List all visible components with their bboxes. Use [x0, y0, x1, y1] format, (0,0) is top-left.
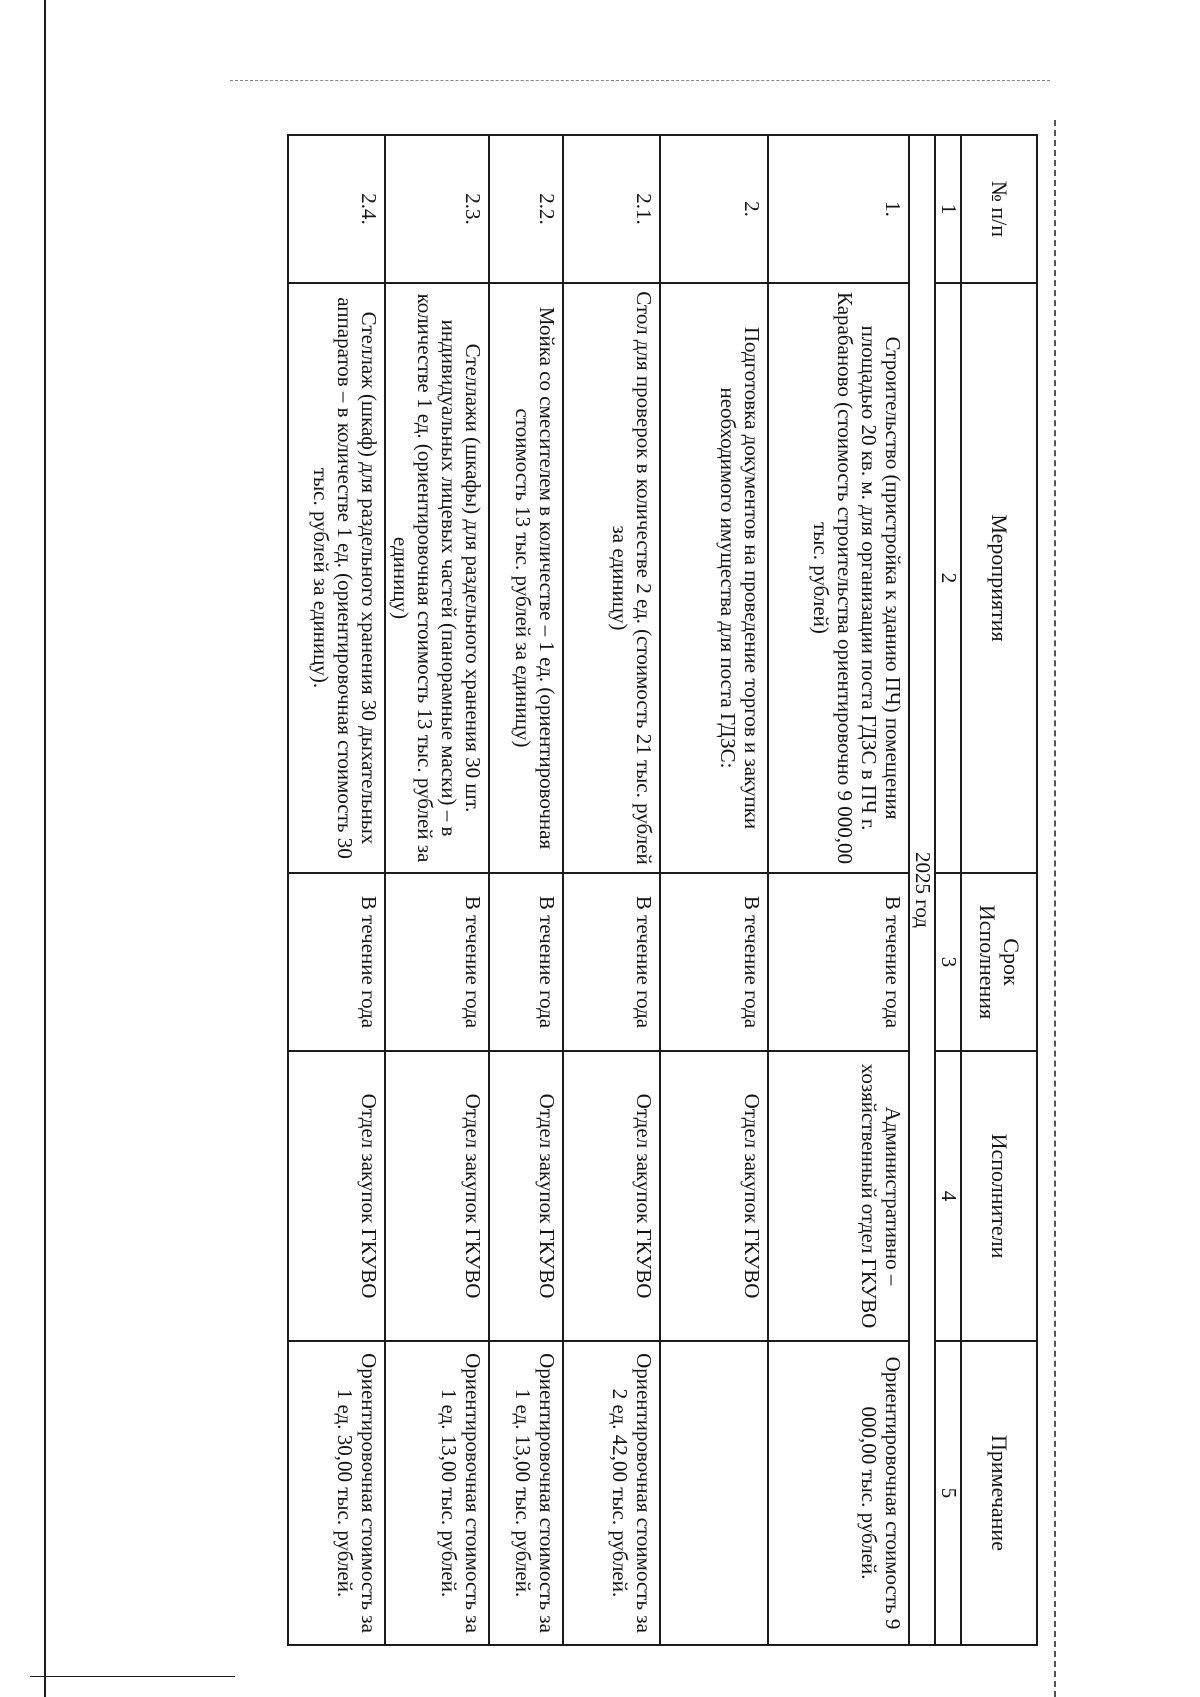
- row-note: Ориентировочная стоимость 9 000,00 тыс. рублей.: [768, 1341, 909, 1645]
- table-row: [489, 135, 563, 1645]
- header-cell-number: № п/п: [961, 135, 1037, 283]
- column-number: 5: [935, 1341, 961, 1645]
- rotated-document-sheet: [140, 134, 1038, 1644]
- column-number: 4: [935, 1051, 961, 1341]
- header-row: [961, 135, 1037, 1645]
- row-number: 1.: [768, 135, 909, 283]
- row-number: 2.1.: [563, 135, 660, 283]
- binding-margin-tick: [30, 1676, 235, 1677]
- header-cell-note: Примечание: [961, 1341, 1037, 1645]
- column-number-row: [935, 135, 961, 1645]
- row-number: 2.4.: [288, 135, 385, 283]
- table-row: [660, 135, 768, 1645]
- row-executor: Отдел закупок ГКУВО: [288, 1051, 385, 1341]
- row-activity: Стеллаж (шкаф) для раздельного хранения 30 дыхательных аппаратов – в количестве 1 ед. (ориентировочная стоимость 30 тыс. рублей за единицу).: [288, 283, 385, 873]
- row-note: Ориентировочная стоимость за 1 ед. 13,00 тыс. рублей.: [489, 1341, 563, 1645]
- row-note: Ориентировочная стоимость за 1 ед. 30,00 тыс. рублей.: [288, 1341, 385, 1645]
- row-executor: Отдел закупок ГКУВО: [660, 1051, 768, 1341]
- row-number: 2.2.: [489, 135, 563, 283]
- header-cell-term: Срок Исполнения: [961, 873, 1037, 1051]
- row-term: В течение года: [768, 873, 909, 1051]
- row-activity: Стеллажи (шкафы) для раздельного хранения 30 шт. индивидуальных лицевых частей (панорамные маски) – в количестве 1 ед. (ориентировочная стоимость 13 тыс. рублей за единицу): [385, 283, 489, 873]
- row-term: В течение года: [288, 873, 385, 1051]
- row-note: Ориентировочная стоимость за 1 ед. 13,00 тыс. рублей.: [385, 1341, 489, 1645]
- scan-top-dashes: [230, 80, 1050, 81]
- row-term: В течение года: [385, 873, 489, 1051]
- column-number: 1: [935, 135, 961, 283]
- row-activity: Строительство (пристройка к зданию ПЧ) помещения площадью 20 кв. м. для организации поста ГДЗС в ПЧ г. Карабаново (стоимость строительства ориентировочно 9 000,00 тыс. рублей): [768, 283, 909, 873]
- row-number: 2.: [660, 135, 768, 283]
- year-cell: 2025 год: [909, 135, 935, 1645]
- row-activity: Подготовка документов на проведение торгов и закупки необходимого имущества для поста ГДЗС:: [660, 283, 768, 873]
- row-executor: Отдел закупок ГКУВО: [563, 1051, 660, 1341]
- table-row: [385, 135, 489, 1645]
- row-executor: Отдел закупок ГКУВО: [385, 1051, 489, 1341]
- scan-edge-dashes: [1054, 120, 1056, 1697]
- header-cell-activities: Мероприятия: [961, 283, 1037, 873]
- row-term: В течение года: [563, 873, 660, 1051]
- header-cell-executors: Исполнители: [961, 1051, 1037, 1341]
- column-number: 3: [935, 873, 961, 1051]
- row-activity: Мойка со смесителем в количестве – 1 ед. (ориентировочная стоимость 13 тыс. рублей за единицу): [489, 283, 563, 873]
- row-term: В течение года: [660, 873, 768, 1051]
- row-activity: Стол для проверок в количестве 2 ед. (стоимость 21 тыс. рублей за единицу): [563, 283, 660, 873]
- row-note: [660, 1341, 768, 1645]
- column-number: 2: [935, 283, 961, 873]
- binding-margin-line: [44, 0, 46, 1697]
- row-executor: Отдел закупок ГКУВО: [489, 1051, 563, 1341]
- row-note: Ориентировочная стоимость за 2 ед. 42,00 тыс. рублей.: [563, 1341, 660, 1645]
- row-term: В течение года: [489, 873, 563, 1051]
- activities-table: [287, 134, 1038, 1646]
- row-number: 2.3.: [385, 135, 489, 283]
- year-row: [909, 135, 935, 1645]
- row-executor: Административно – хозяйственный отдел ГКУВО: [768, 1051, 909, 1341]
- table-row: [288, 135, 385, 1645]
- table-row: [563, 135, 660, 1645]
- table-row: [768, 135, 909, 1645]
